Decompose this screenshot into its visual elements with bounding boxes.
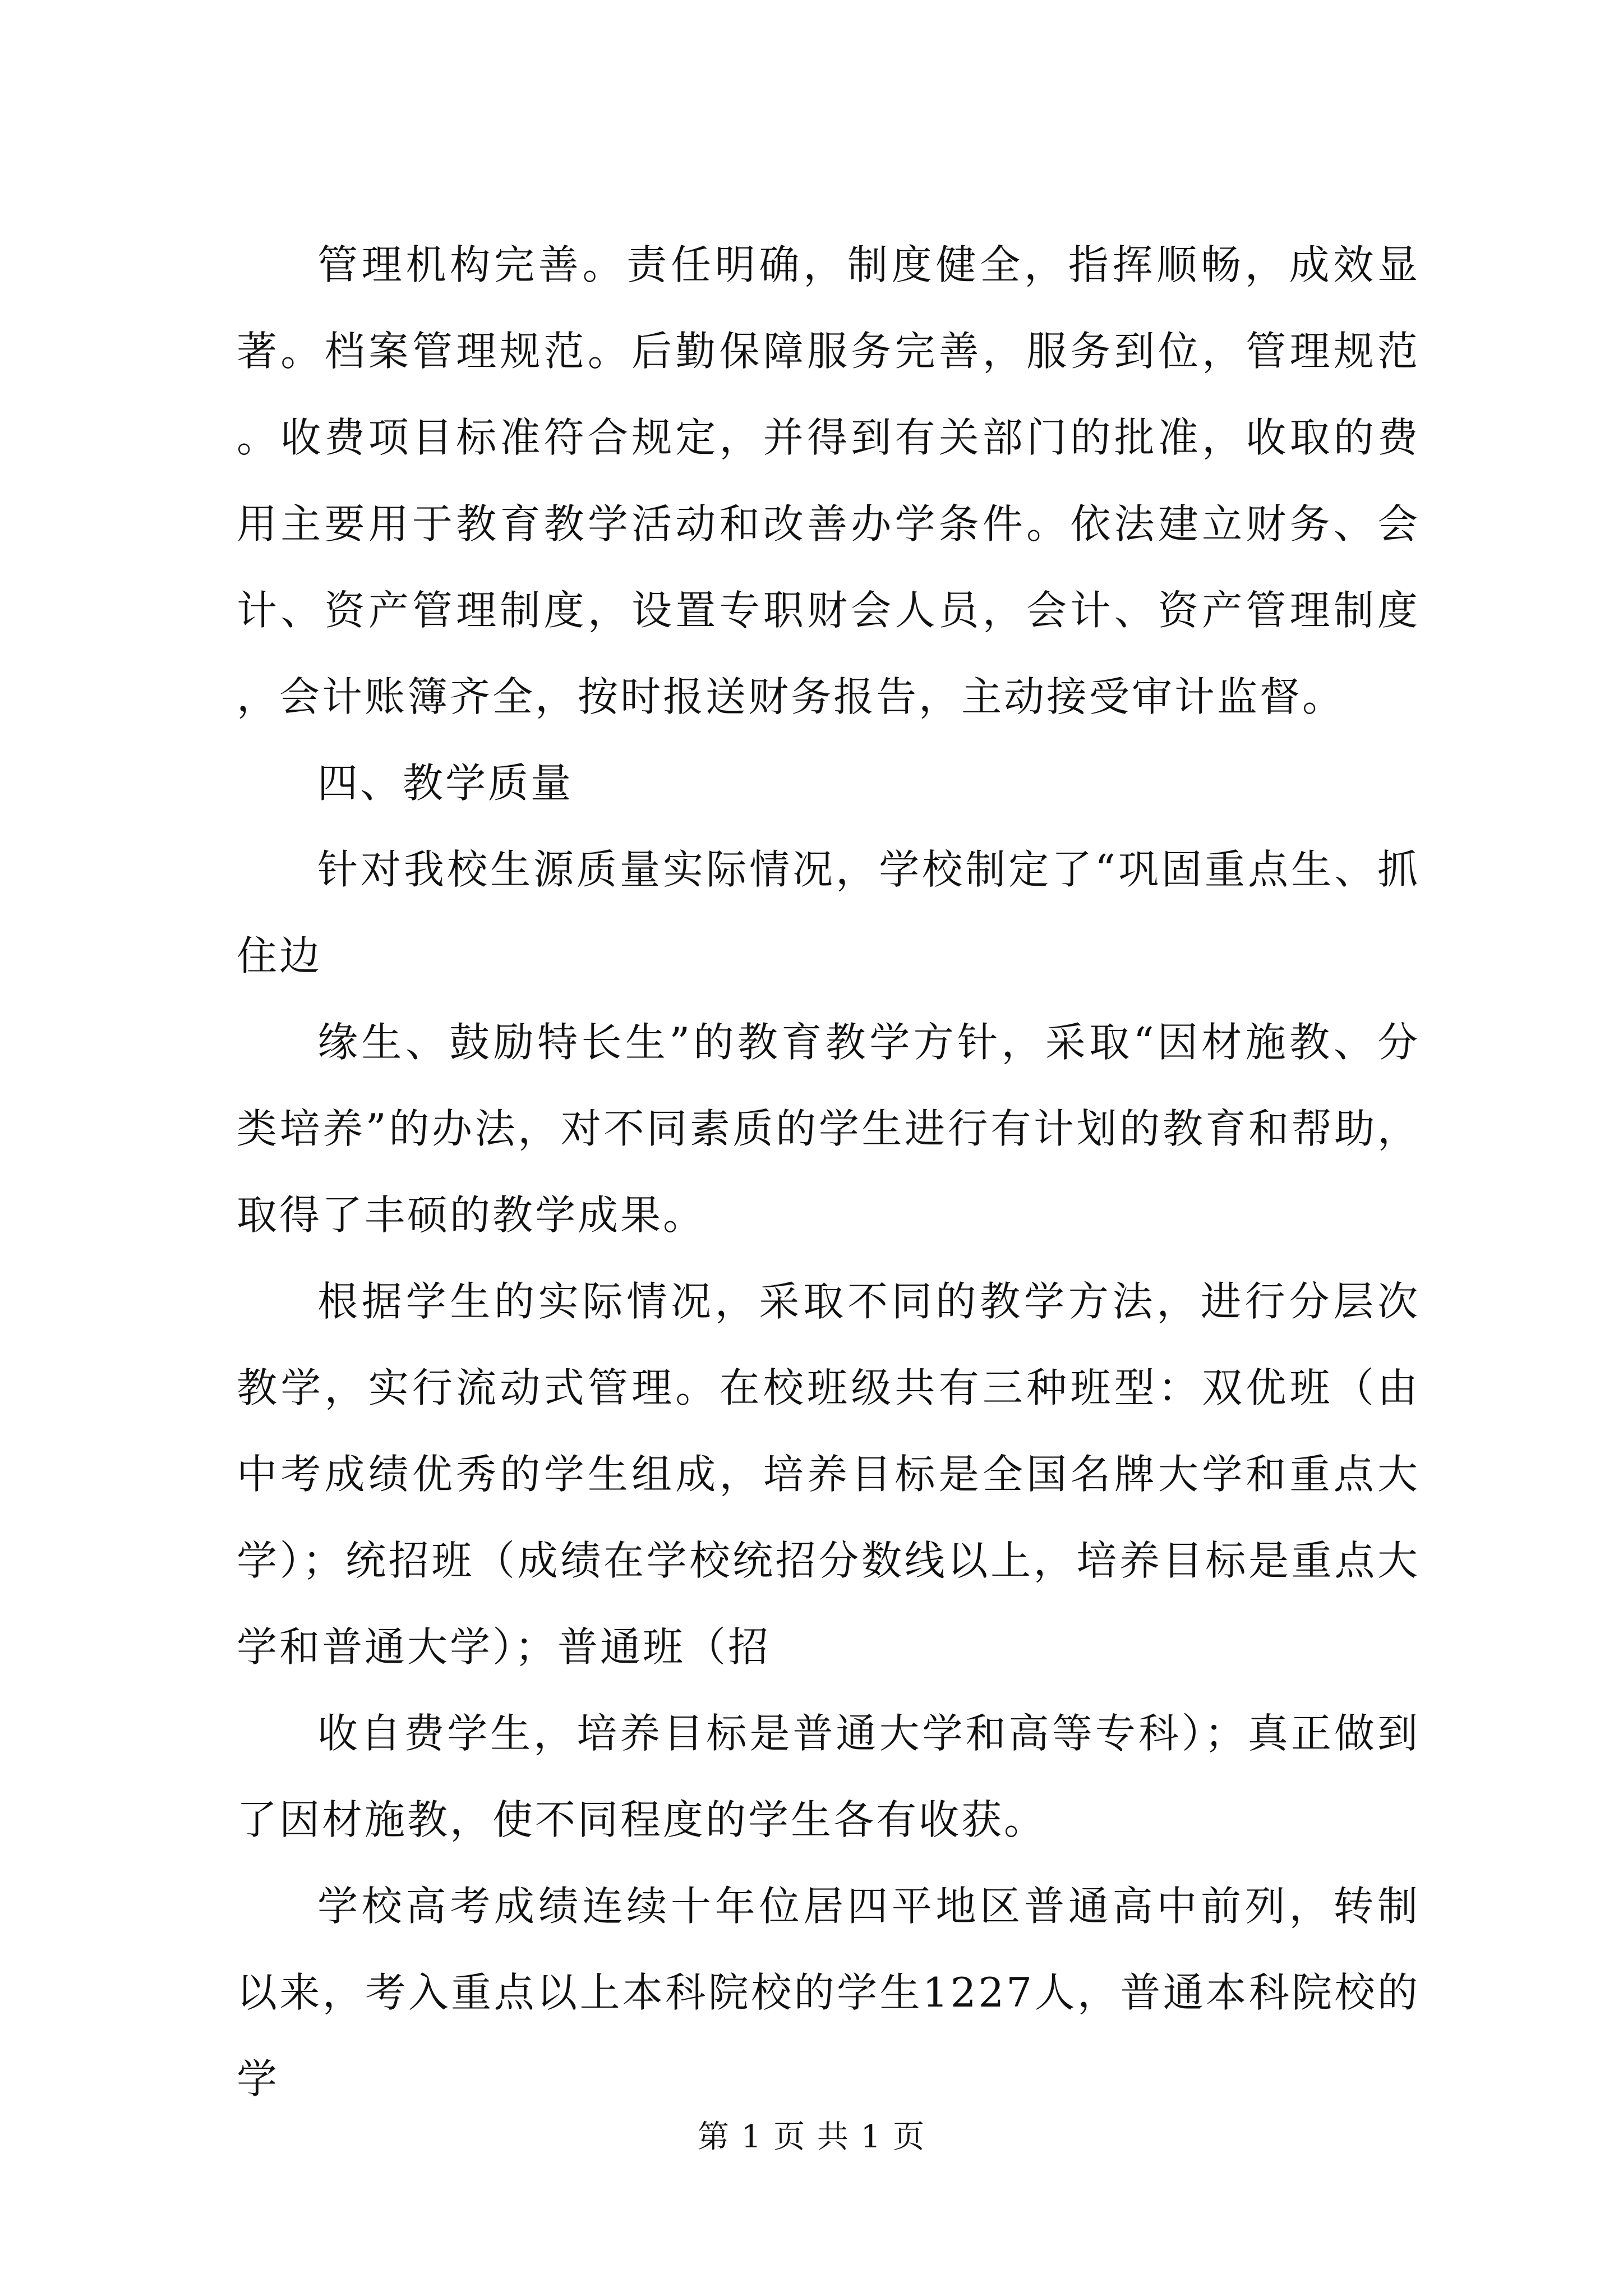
paragraph-student-source: 针对我校生源质量实际情况，学校制定了“巩固重点生、抓住边 [237,846,1420,979]
paragraph-teaching-policy: 缘生、鼓励特长生”的教育教学方针，采取“因材施教、分类培养”的办法，对不同素质的学生进行有计划的教育和帮助，取得了丰硕的教学成果。 [237,1019,1420,1239]
document-body [237,222,1420,2122]
paragraph-management: 管理机构完善。责任明确，制度健全，指挥顺畅，成效显著。档案管理规范。后勤保障服务完善，服务到位，管理规范。收费项目标准符合规定，并得到有关部门的批准，收取的费用主要用于教育教学活动和改善办学条件。依法建立财务、会计、资产管理制度，设置专职财会人员，会计、资产管理制度，会计账簿齐全，按时报送财务报告，主动接受审计监督。 [237,241,1420,720]
paragraph-class-types: 根据学生的实际情况，采取不同的教学方法，进行分层次教学，实行流动式管理。在校班级共有三种班型：双优班（由中考成绩优秀的学生组成，培养目标是全国名牌大学和重点大学）；统招班（成绩在学校统招分数线以上，培养目标是重点大学和普通大学）；普通班（招 [237,1278,1420,1671]
paragraph-exam-results: 学校高考成绩连续十年位居四平地区普通高中前列，转制以来，考入重点以上本科院校的学生1227人，普通本科院校的学 [237,1883,1420,2102]
page-number-footer: 第 1 页 共 1 页 [697,2119,926,2155]
section-heading-teaching-quality: 四、教学质量 [317,760,574,807]
paragraph-teaching-by-aptitude: 收自费学生，培养目标是普通大学和高等专科）；真正做到了因材施教，使不同程度的学生各有收获。 [237,1710,1420,1843]
